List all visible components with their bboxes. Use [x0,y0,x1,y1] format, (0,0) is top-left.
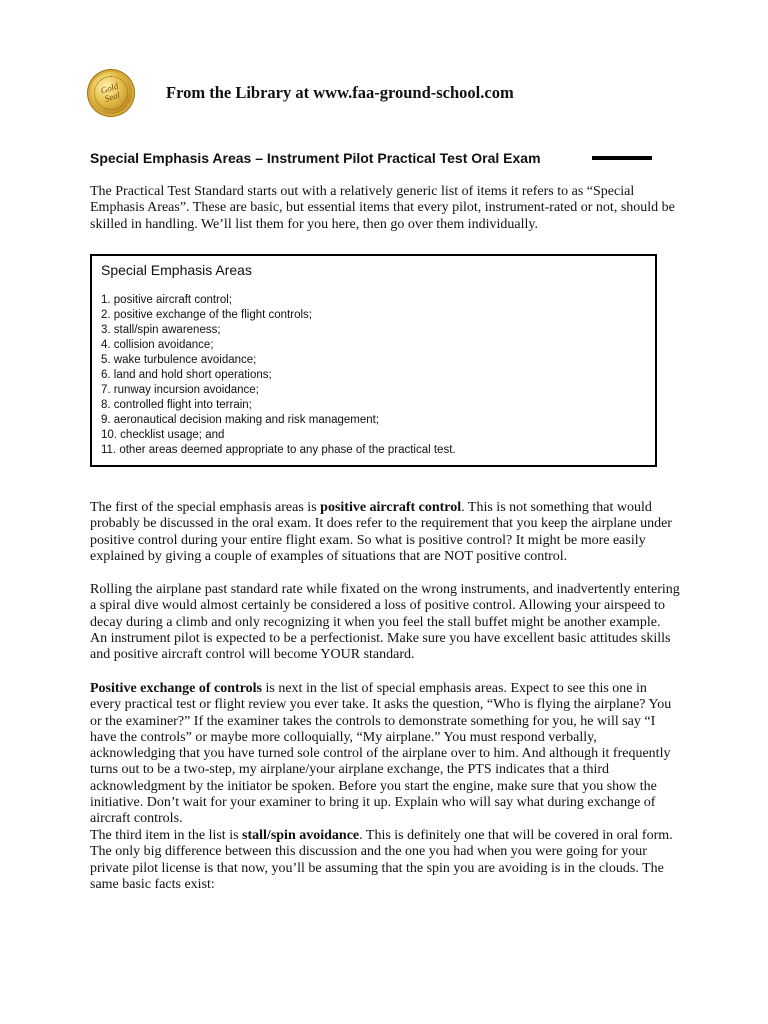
box-title: Special Emphasis Areas [101,262,252,278]
para4-pre: The third item in the list is [90,828,243,843]
document-title: Special Emphasis Areas – Instrument Pilot Practical Test Oral Exam [90,150,541,166]
paragraph-positive-control [90,500,680,565]
list-item: 5. wake turbulence avoidance; [101,354,257,366]
list-item: 2. positive exchange of the flight controls; [101,309,312,321]
list-item: 10. checklist usage; and [101,429,225,441]
para1-pre: The first of the special emphasis areas is [90,500,321,515]
para1-post: . This is not something that would probably be discussed in the oral exam. It does refer to the requirement that you keep the airplane under positive control during your entire flight exam. So what is positive control? It might be more easily explained by giving a couple of examples of situations that are NOT positive control. [90,500,672,564]
list-item: 6. land and hold short operations; [101,369,272,381]
list-item: 3. stall/spin awareness; [101,324,221,336]
list-item: 4. collision avoidance; [101,339,214,351]
paragraph-rolling: Rolling the airplane past standard rate while fixated on the wrong instruments, and inadvertently entering a spiral dive would almost certainly be considered a loss of positive control. Allowing your airspeed to decay during a climb and only recognizing it when you feel the stall buffet might be another example. An instrument pilot is expected to be a perfectionist. Make sure you have excellent basic attitudes skills and positive aircraft control will become YOUR standard. [90,582,680,663]
para4-post: . This is definitely one that will be covered in oral form. The only big difference between this discussion and the one you had when you were going for your private pilot license is that now, you’ll be assuming that the spin you are avoiding is in the clouds. The same basic facts exist: [90,828,673,892]
title-rule [592,156,652,160]
paragraph-exchange-controls [90,681,680,828]
list-item: 8. controlled flight into terrain; [101,399,252,411]
library-header [90,72,514,114]
list-item: 11. other areas deemed appropriate to any phase of the practical test. [101,444,456,456]
gold-seal-logo [90,72,132,114]
list-item: 7. runway incursion avoidance; [101,384,259,396]
library-heading: From the Library at www.faa-ground-school.com [166,83,514,102]
special-emphasis-box [90,254,657,467]
list-item: 9. aeronautical decision making and risk management; [101,414,380,426]
title-row [90,150,652,166]
list-item: 1. positive aircraft control; [101,294,233,306]
seal-text: Gold Seal [99,80,122,104]
paragraph-stall-spin [90,828,680,893]
para3-post: is next in the list of special emphasis areas. Expect to see this one in every practical test or flight review you ever take. It asks the question, “Who is flying the airplane? You or the examiner?” If the examiner takes the controls to demonstrate something for you, he will say “I have the controls” or maybe more colloquially, “My airplane.” You must respond verbally, acknowledging that you have turned sole control of the airplane over to him. And although it frequently turns out to be a two-step, my airplane/your airplane exchange, the PTS indicates that a third acknowledgment by the initiator be spoken. Before you start the engine, make sure that you show the initiative. Don’t wait for your examiner to bring it up. Explain who will say what during exchange of aircraft controls. [90,681,672,827]
para4-bold: stall/spin avoidance [242,828,360,843]
emphasis-list [101,293,646,458]
para1-bold: positive aircraft control [320,500,462,515]
para3-bold: Positive exchange of controls [90,681,262,696]
intro-paragraph: The Practical Test Standard starts out with a relatively generic list of items it refers to as “Special Emphasis Areas”. These are basic, but essential items that every pilot, instrument-rated or not, should be skilled in handling. We’ll list them for you here, then go over them individually. [90,184,675,232]
